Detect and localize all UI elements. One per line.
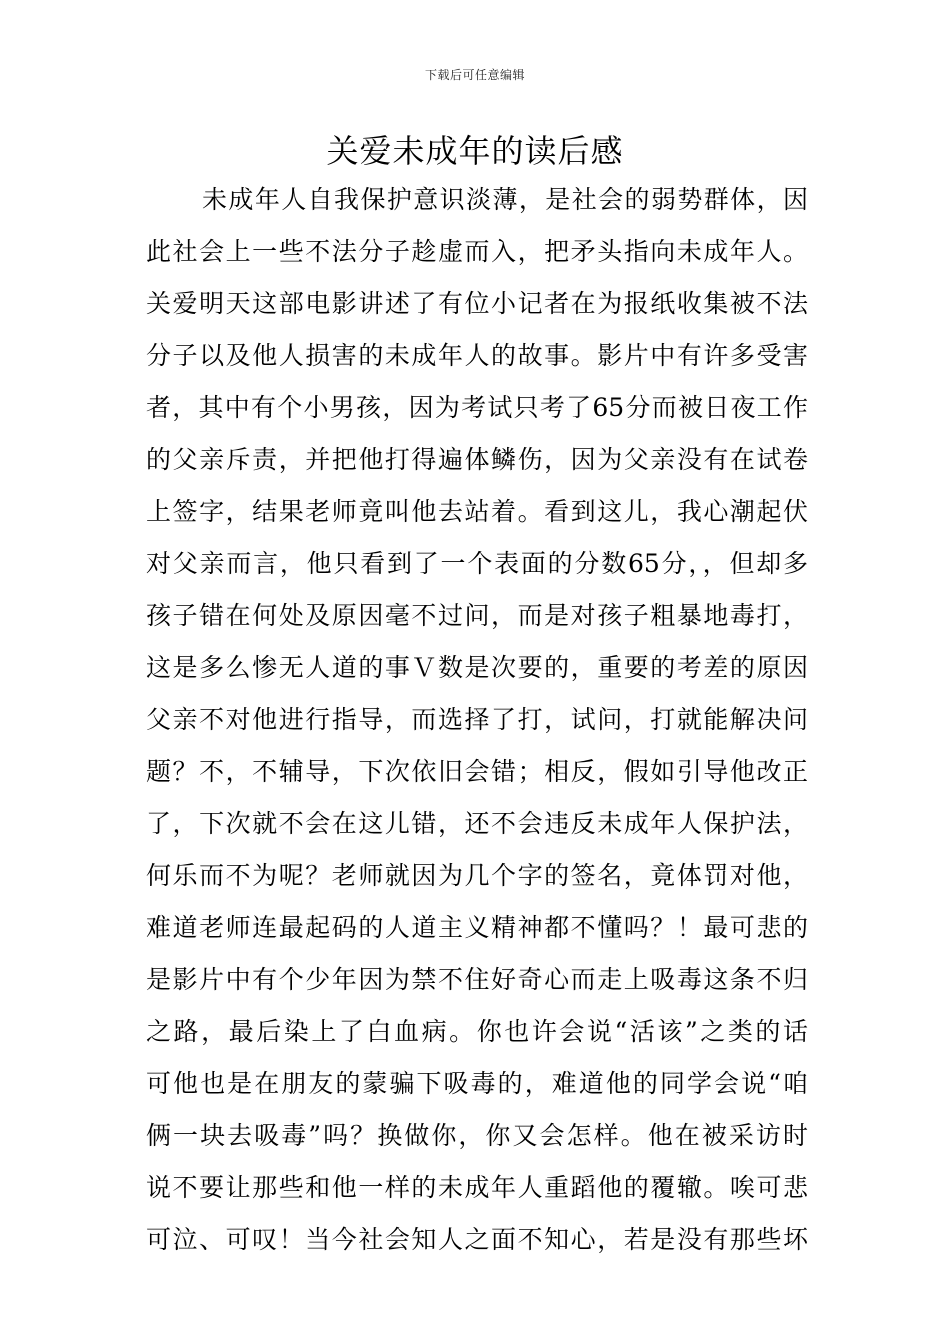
text-line: 题？不，不辅导，下次依旧会错；相反，假如引导他改正 xyxy=(146,757,808,786)
text-line: 上签字，结果老师竟叫他去站着。看到这儿，我心潮起伏 xyxy=(146,497,808,526)
text-line: 关爱明天这部电影讲述了有位小记者在为报纸收集被不法 xyxy=(146,289,808,318)
text-line: 俩一块去吸毒”吗？换做你，你又会怎样。他在被采访时 xyxy=(146,1121,808,1150)
text-line: 是影片中有个少年因为禁不住好奇心而走上吸毒这条不归 xyxy=(146,965,808,994)
text-line: 父亲不对他进行指导，而选择了打，试问，打就能解决问 xyxy=(146,705,808,734)
text-line: 者，其中有个小男孩，因为考试只考了65分而被日夜工作 xyxy=(146,393,808,422)
text-line: 的父亲斥责，并把他打得遍体鳞伤，因为父亲没有在试卷 xyxy=(146,445,808,474)
text-line: 可泣、可叹！当今社会知人之面不知心，若是没有那些坏 xyxy=(146,1225,808,1254)
text-line: 难道老师连最起码的人道主义精神都不懂吗？！最可悲的 xyxy=(146,913,808,942)
text-line: 何乐而不为呢？老师就因为几个字的签名，竟体罚对他， xyxy=(146,861,808,890)
body-text xyxy=(146,174,808,1266)
text-line: 此社会上一些不法分子趁虚而入，把矛头指向未成年人。 xyxy=(146,237,808,266)
text-line: 未成年人自我保护意识淡薄，是社会的弱势群体，因 xyxy=(202,185,808,214)
text-line: 了，下次就不会在这儿错，还不会违反未成年人保护法， xyxy=(146,809,808,838)
text-line: 分子以及他人损害的未成年人的故事。影片中有许多受害 xyxy=(146,341,808,370)
header-note: 下载后可任意编辑 xyxy=(424,68,525,82)
text-line: 说不要让那些和他一样的未成年人重蹈他的覆辙。唉可悲 xyxy=(146,1173,808,1202)
text-line: 可他也是在朋友的蒙骗下吸毒的，难道他的同学会说“咱 xyxy=(146,1069,808,1098)
text-line: 对父亲而言，他只看到了一个表面的分数65分，，但却多 xyxy=(146,549,808,578)
text-line: 之路，最后染上了白血病。你也许会说“活该”之类的话 xyxy=(146,1017,808,1046)
document-title: 关爱未成年的读后感 xyxy=(326,132,624,170)
text-line: 孩子错在何处及原因毫不过问，而是对孩子粗暴地毒打， xyxy=(146,601,808,630)
text-line: 这是多么惨无人道的事Ｖ数是次要的，重要的考差的原因 xyxy=(146,653,808,682)
